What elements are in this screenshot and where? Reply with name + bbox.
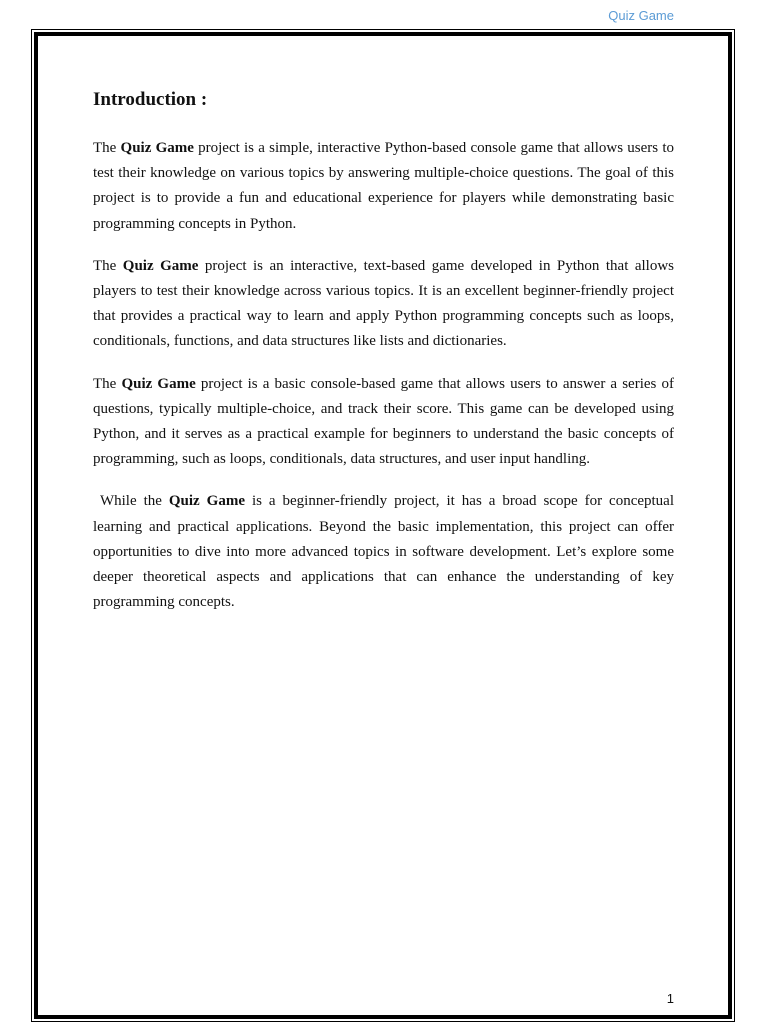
paragraph-lead: The [93, 375, 122, 392]
paragraph-bold-term: Quiz Game [168, 493, 245, 510]
paragraph-lead: The [93, 257, 123, 274]
paragraph-4 [93, 489, 674, 615]
paragraph-bold-term: Quiz Game [121, 375, 196, 392]
paragraph-2 [93, 254, 674, 355]
page-content [93, 88, 674, 632]
running-header-title: Quiz Game [608, 8, 674, 23]
paragraph-text: project is a simple, interactive Python-based console game that allows users to test their knowledge on various topics by answering multiple-choice questions. The goal of this project is to provide a fun and educational experience for players while demonstrating basic programming concepts in Python. [93, 140, 674, 232]
page-number: 1 [666, 991, 674, 1006]
paragraph-lead: While the [93, 493, 169, 510]
paragraph-1 [93, 136, 674, 237]
paragraph-text: is a beginner-friendly project, it has a broad scope for conceptual learning and practical applications. Beyond the basic implementation, this project can offer opportunities to dive into more advanced topics in software development. Let’s explore some deeper theoretical aspects and applications that can enhance the understanding of key programming concepts. [93, 493, 675, 611]
paragraph-bold-term: Quiz Game [122, 257, 199, 274]
paragraph-text: project is a basic console-based game that allows users to answer a series of questions, typically multiple-choice, and track their score. This game can be developed using Python, and it serves as a practical example for beginners to understand the basic concepts of programming, such as loops, conditionals, data structures, and user input handling. [93, 375, 674, 468]
paragraph-lead: The [93, 140, 121, 156]
paragraph-bold-term: Quiz Game [120, 140, 194, 156]
paragraph-3 [93, 372, 674, 473]
paragraph-text: project is an interactive, text-based game developed in Python that allows players to test their knowledge across various topics. It is an excellent beginner-friendly project that provides a practical way to learn and apply Python programming concepts such as loops, conditionals, functions, and data structures like lists and dictionaries. [93, 257, 675, 350]
section-heading: Introduction : [93, 89, 208, 110]
